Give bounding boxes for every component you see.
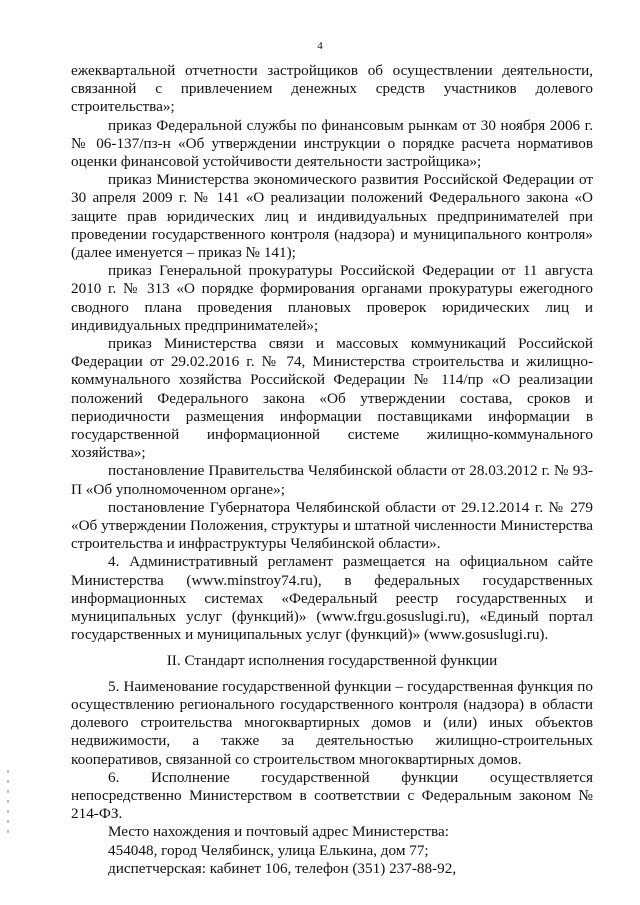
paragraph-fsfr-order: приказ Федеральной службы по финансовым рынкам от 30 ноября 2006 г. № 06-137/пз-н «Об утверждении инструкции о порядке расчета нормативов оценки финансовой устойчивости деятельности застройщика»; (71, 116, 593, 171)
paragraph-mined-order: приказ Министерства экономического развития Российской Федерации от 30 апреля 2009 г. № 141 «О реализации положений Федерального закона «О защите прав юридических лиц и индивидуальных предпринимателей при проведении государственного контроля (надзора) и муниципального контроля» (далее именуется – приказ № 141); (71, 171, 593, 262)
paragraph-governor-resolution: постановление Губернатора Челябинской области от 29.12.2014 г. № 279 «Об утверждении Положения, структуры и штатной численности Министерства строительства и инфраструктуры Челябинской области». (71, 498, 593, 553)
paragraph-4-publication: 4. Административный регламент размещается на официальном сайте Министерства (www.minstroy74.ru), в федеральных государственных информационных системах «Федеральный реестр государственных и муниципальных услуг (функций)» (www.frgu.gosuslugi.ru), «Единый портал государственных и муниципальных услуг (функций)» (www.gosuslugi.ru). (71, 553, 593, 644)
paragraph-minsvyaz-order: приказ Министерства связи и массовых коммуникаций Российской Федерации от 29.02.2016 г. № 74, Министерства строительства и жилищно-коммунального хозяйства Российской Федерации № 114/пр «О реализации положений Федерального закона «Об утверждении состава, сроков и периодичности размещения информации поставщиками информации в государственной информационной системе жилищно-коммунального хозяйства»; (71, 335, 593, 462)
paragraph-address-label: Место нахождения и почтовый адрес Министерства: (108, 823, 449, 841)
page-number: 4 (317, 40, 323, 52)
scan-margin-marks (7, 770, 11, 850)
paragraph-prosecutor-order: приказ Генеральной прокуратуры Российской Федерации от 11 августа 2010 г. № 313 «О порядке формирования органами прокуратуры ежегодного сводного плана проведения плановых проверок юридических лиц и индивидуальных предпринимателей»; (71, 262, 593, 334)
paragraph-government-resolution: постановление Правительства Челябинской области от 28.03.2012 г. № 93-П «Об уполномоченном органе»; (71, 462, 593, 498)
paragraph-continuation: ежеквартальной отчетности застройщиков об осуществлении деятельности, связанной с привлечением денежных средств участников долевого строительства»; (71, 62, 593, 116)
paragraph-6-execution: 6. Исполнение государственной функции осуществляется непосредственно Министерством в соответствии с Федеральным законом № 214-ФЗ. (71, 768, 593, 823)
paragraph-address: 454048, город Челябинск, улица Елькина, дом 77; (108, 841, 429, 859)
section-heading: II. Стандарт исполнения государственной функции (166, 651, 498, 669)
paragraph-dispatch: диспетчерская: кабинет 106, телефон (351) 237-88-92, (108, 859, 457, 877)
document-body (71, 62, 593, 878)
paragraph-5-function-name: 5. Наименование государственной функции – государственная функция по осуществлению регионального государственного контроля (надзора) в области долевого строительства многоквартирных домов и (или) иных объектов недвижимости, а также за деятельностью жилищно-строительных кооперативов, связанной со строительством многоквартирных домов. (71, 677, 593, 768)
